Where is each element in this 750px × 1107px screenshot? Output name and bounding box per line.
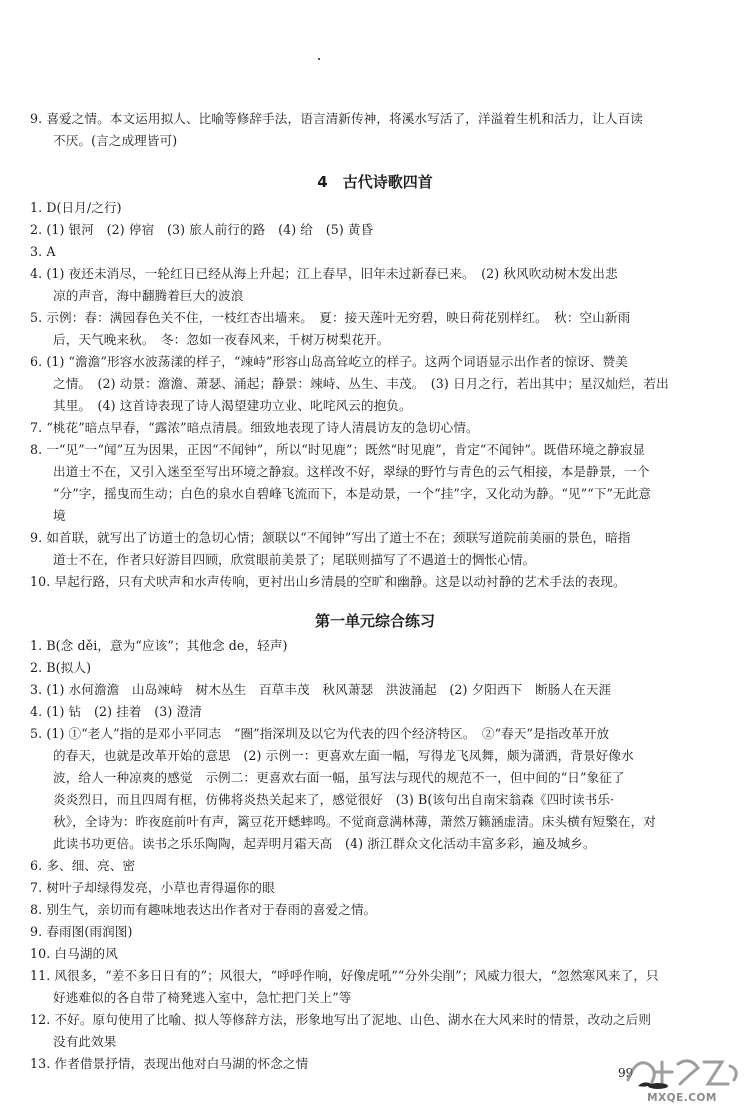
- answer-line: 11. 风很多，“差不多日日有的”；风很大，“呼呼作响，好像虎吼”“分外尖削”；风威力很大，“忽然寒风来了，只: [30, 968, 659, 983]
- answer-line: 2. (1) 银河 (2) 停宿 (3) 旅人前行的路 (4) 给 (5) 黄昏: [30, 222, 374, 237]
- answer-line: 波，给人一种凉爽的感觉 示例二：更喜欢右面一幅，虽写法与现代的规范不一，但中间的“日”象征了: [53, 770, 625, 785]
- answer-line: 此读书功更倍。读书之乐乐陶陶，起弄明月霜天高 (4) 浙江群众文化活动丰富多彩，遍及城乡。: [53, 836, 596, 851]
- answer-line: 道士不在，作者只好游目四顾，欣赏眼前美景了；尾联则描写了不遇道士的惆怅心情。: [53, 552, 536, 567]
- answer-line: “分”字，摇曳而生动；白色的泉水自碧峰飞流而下，本是动景，一个“挂”字，又化动为静。“见”“下”无此意: [53, 486, 652, 501]
- answer-line: 后，天气晚来秋。 冬：忽如一夜春风来，千树万树梨花开。: [53, 332, 390, 347]
- answer-line: 1. B(念 děi，意为“应该”；其他念 de，轻声): [30, 638, 288, 653]
- answer-line: 9. 如首联，就写出了访道士的急切心情；颔联以“不闻钟”写出了道士不在；颈联写道院前美丽的景色，暗指: [30, 530, 631, 545]
- answer-line: 10. 白马湖的风: [30, 946, 118, 961]
- section-heading-poems: 4 古代诗歌四首: [317, 173, 433, 191]
- answer-line: 10. 早起行路，只有犬吠声和水声传响，更衬出山乡清晨的空旷和幽静。这是以动衬静的艺术手法的表现。: [30, 574, 626, 589]
- answer-line: 7. 树叶子却绿得发亮，小草也青得逼你的眼: [30, 880, 275, 895]
- answer-line: 不厌。(言之成理皆可): [53, 133, 178, 148]
- page-number: 99: [618, 1066, 634, 1080]
- answer-line: 9. 喜爱之情。本文运用拟人、比喻等修辞手法，语言清新传神，将溪水写活了，洋溢着生机和活力，让人百读: [30, 111, 643, 126]
- answer-line: 3. (1) 水何澹澹 山岛竦峙 树木丛生 百草丰茂 秋风萧瑟 洪波涌起 (2) 夕阳西下 断肠人在天涯: [30, 682, 612, 697]
- watermark-logo: [618, 1050, 746, 1104]
- answer-line: 9. 春雨图(雨润图): [30, 924, 133, 939]
- answer-line: 炎炎烈日，而且四周有框，仿佛将炎热关起来了，感觉很好 (3) B(该句出自南宋翁森《四时读书乐·: [53, 792, 615, 807]
- answer-line: 没有此效果: [53, 1034, 117, 1049]
- answer-line: 2. B(拟人): [30, 660, 92, 675]
- answer-line: 8. 一“见”一“闻”互为因果，正因“不闻钟”，所以“时见鹿”；既然“时见鹿”，肯定“不闻钟”。既借环境之静寂显: [30, 442, 646, 457]
- answer-line: 5. 示例：春：满园春色关不住，一枝红杏出墙来。 夏：接天莲叶无穷碧，映日荷花别样红。 秋：空山新雨: [30, 310, 631, 325]
- watermark-text: MXQE.COM: [647, 1092, 717, 1104]
- answer-line: 7. “桃花”暗点早春，“露浓”暗点清晨。细致地表现了诗人清晨访友的急切心情。: [30, 420, 479, 435]
- answer-line: 12. 不好。原句使用了比喻、拟人等修辞方法，形象地写出了泥地、山色、湖水在大风来时的情景，改动之后则: [30, 1012, 652, 1027]
- answer-line: 6. (1) “澹澹”形容水波荡漾的样子，“竦峙”形容山岛高耸屹立的样子。这两个词语显示出作者的惊讶、赞美: [30, 354, 628, 369]
- answer-line: 5. (1) ①“老人”指的是邓小平同志 “圈”指深圳及以它为代表的四个经济特区。 ②“春天”是指改革开放: [30, 726, 610, 741]
- answer-line: 境: [53, 508, 66, 523]
- watermark-icon: [618, 1050, 746, 1092]
- answer-line: 4. (1) 夜还未消尽，一轮红日已经从海上升起；江上春早，旧年未过新春已来。 (2) 秋风吹动树木发出悲: [30, 266, 618, 281]
- section-heading-unit-review: 第一单元综合练习: [314, 612, 435, 630]
- answer-line: 出道士不在，又引入迷至至写出环境之静寂。这样改不好，翠绿的野竹与青色的云气相接，本是静景，一个: [53, 464, 650, 479]
- answer-line: 6. 多、细、亮、密: [30, 858, 136, 873]
- answer-line: 秋》，全诗为：昨夜庭前叶有声，篱豆花开蟋蟀鸣。不觉商意满林薄，萧然万籁涵虚清。床头横有短檠在，对: [53, 814, 656, 829]
- answer-line: 4. (1) 钻 (2) 挂着 (3) 澄清: [30, 704, 202, 719]
- answer-line: 8. 别生气，亲切而有趣味地表达出作者对于春雨的喜爱之情。: [30, 902, 377, 917]
- answer-line: 的春天，也就是改革开始的意思 (2) 示例一：更喜欢左面一幅，写得龙飞凤舞，颇为潇洒，背景好像水: [53, 748, 634, 763]
- answer-line: 13. 作者借景抒情，表现出他对白马湖的怀念之情: [30, 1056, 309, 1071]
- answer-line: 其里。 (4) 这首诗表现了诗人渴望建功立业、叱咤风云的抱负。: [53, 398, 412, 413]
- answer-line: 1. D(日月/之行): [30, 200, 122, 215]
- answer-line: 3. A: [30, 244, 56, 259]
- answer-line: 凉的声音，海中翻腾着巨大的波浪: [53, 288, 244, 303]
- top-mark: [318, 58, 320, 60]
- answer-line: 之情。 (2) 动景：澹澹、萧瑟、涌起；静景：竦峙、丛生、丰茂。 (3) 日月之行，若出其中；星汉灿烂，若出: [53, 376, 669, 391]
- answer-line: 好逃难似的各自带了椅凳逃入室中，急忙把门关上”等: [53, 990, 352, 1005]
